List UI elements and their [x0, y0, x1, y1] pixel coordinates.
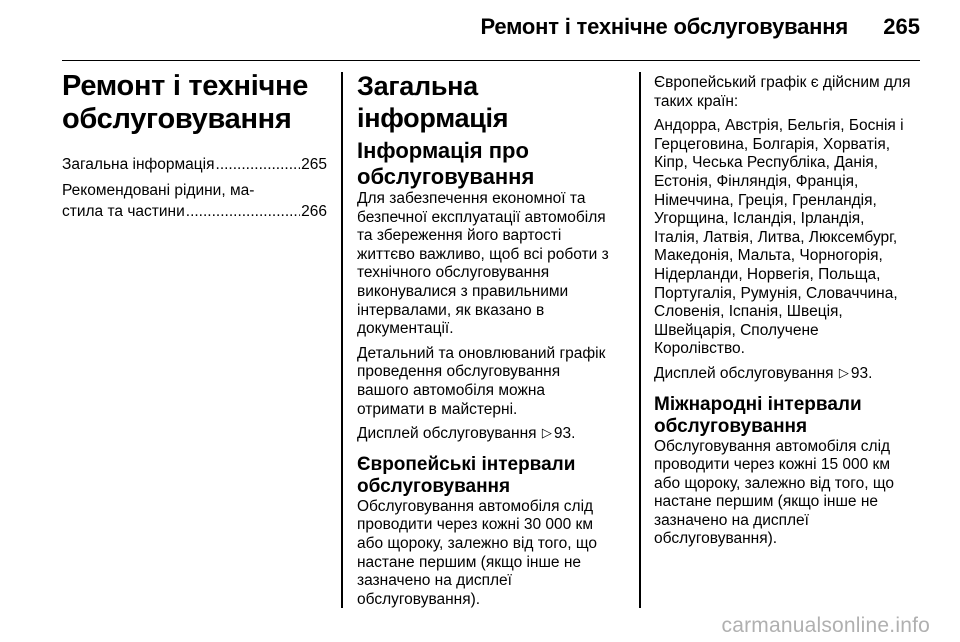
page-number: 265: [883, 14, 920, 39]
text-line: проведення обслуговування: [357, 363, 561, 381]
subsection-title-service-info: [357, 138, 625, 190]
text-line: зазначено на дисплеї: [357, 572, 512, 590]
text-line: таких країн:: [654, 92, 739, 110]
toc-item-page: 266: [301, 203, 327, 220]
cross-reference[interactable]: [357, 425, 625, 444]
text-line: Італія, Латвія, Литва, Люксембург,: [654, 228, 898, 246]
text-line: інтервалами, як вказано в: [357, 301, 545, 319]
text-line: Кіпр, Чеська Республіка, Данія,: [654, 154, 879, 172]
header-title: Ремонт і технічне обслуговування: [480, 14, 848, 39]
paragraph-country-list: [654, 117, 922, 359]
text-line: Для забезпечення економної та: [357, 190, 586, 207]
text-line: вашого автомобіля можна: [357, 381, 546, 399]
column-divider-2: [639, 72, 641, 608]
toc-item-label: Загальна інформація: [62, 156, 215, 173]
chapter-title-line: обслуговування: [62, 103, 292, 135]
text-line: Європейський графік є дійсним для: [654, 74, 911, 91]
section-title: Загальна інформація: [357, 71, 509, 133]
text-line: Королівство.: [654, 340, 745, 358]
toc-item-label: Рекомендовані рідини, ма-: [62, 182, 255, 199]
toc-leader-dots: [216, 154, 301, 175]
subsection-title-line: обслуговування: [357, 164, 535, 189]
reference-text: Дисплей обслуговування: [654, 364, 834, 382]
paragraph-international-interval: [654, 438, 922, 550]
middle-column: [357, 70, 625, 615]
text-line: або щороку, залежно від того, що: [654, 474, 895, 492]
left-column: [62, 70, 327, 227]
watermark: carmanualsonline.info: [721, 614, 930, 637]
toc-item-page: 265: [301, 156, 327, 173]
text-line: Македонія, Мальта, Чорногорія,: [654, 247, 883, 265]
text-line: Словенія, Іспанія, Швеція,: [654, 303, 843, 321]
text-line: обслуговування).: [654, 530, 778, 548]
text-line: настане першим (якщо інше не: [654, 493, 879, 511]
paragraph-intro: [357, 190, 625, 339]
text-line: Обслуговування автомобіля слід: [654, 437, 891, 455]
reference-page: 93.: [553, 425, 576, 443]
right-column: [654, 70, 922, 555]
subsection-title-european: [357, 454, 625, 498]
text-line: отримати в майстерні.: [357, 400, 518, 418]
text-line: та збереження його вартості: [357, 227, 562, 245]
text-line: Естонія, Фінляндія, Франція,: [654, 172, 859, 190]
text-line: зазначено на дисплеї: [654, 511, 809, 529]
text-line: Нідерланди, Норвегія, Польща,: [654, 265, 881, 283]
subsection-title-line: Інформація про: [357, 138, 529, 163]
text-line: Німеччина, Греція, Гренландія,: [654, 191, 877, 209]
page-reference-icon: ▷: [838, 364, 849, 380]
text-line: проводити через кожні 15 000 км: [654, 456, 890, 474]
reference-page: 93.: [850, 364, 873, 382]
page-reference-icon: ▷: [541, 425, 552, 441]
column-divider-1: [341, 72, 343, 608]
chapter-title-line: Ремонт і технічне: [62, 70, 309, 102]
text-line: Португалія, Румунія, Словаччина,: [654, 284, 898, 302]
text-line: виконувалися з правильними: [357, 282, 569, 300]
chapter-title: [62, 70, 327, 136]
text-line: або щороку, залежно від того, що: [357, 534, 598, 552]
paragraph-european-interval: [357, 498, 625, 610]
text-line: Детальний та оновлюваний графік: [357, 344, 606, 362]
subsection-title-international: [654, 394, 922, 438]
text-line: настане першим (якщо інше не: [357, 553, 582, 571]
text-line: технічного обслуговування: [357, 264, 550, 282]
toc-leader-dots: [186, 201, 300, 222]
text-line: безпечної експлуатації автомобіля: [357, 208, 606, 226]
subsection-title-line: Міжнародні інтервали: [654, 393, 862, 415]
toc-item-label: стила та частини: [62, 203, 185, 220]
text-line: життєво важливо, щоб всі роботи з: [357, 245, 609, 263]
text-line: документації.: [357, 320, 454, 338]
text-line: проводити через кожні 30 000 км: [357, 516, 593, 534]
text-line: обслуговування).: [357, 590, 481, 608]
page-header: [62, 0, 920, 61]
text-line: Угорщина, Ісландія, Ірландія,: [654, 210, 865, 228]
paragraph-schedule: [357, 345, 625, 419]
text-line: Швейцарія, Сполучене: [654, 321, 819, 339]
text-line: Андорра, Австрія, Бельгія, Боснія і: [654, 117, 904, 135]
toc-item-general-info[interactable]: [62, 154, 327, 175]
subsection-title-line: обслуговування: [654, 415, 808, 437]
toc-item-fluids[interactable]: [62, 180, 327, 222]
subsection-title-line: обслуговування: [357, 475, 511, 497]
subsection-title-line: Європейські інтервали: [357, 453, 576, 475]
paragraph-european-countries-intro: [654, 74, 922, 111]
text-line: Герцеговина, Болгарія, Хорватія,: [654, 135, 891, 153]
cross-reference[interactable]: [654, 365, 922, 384]
reference-text: Дисплей обслуговування: [357, 425, 537, 443]
text-line: Обслуговування автомобіля слід: [357, 497, 594, 515]
